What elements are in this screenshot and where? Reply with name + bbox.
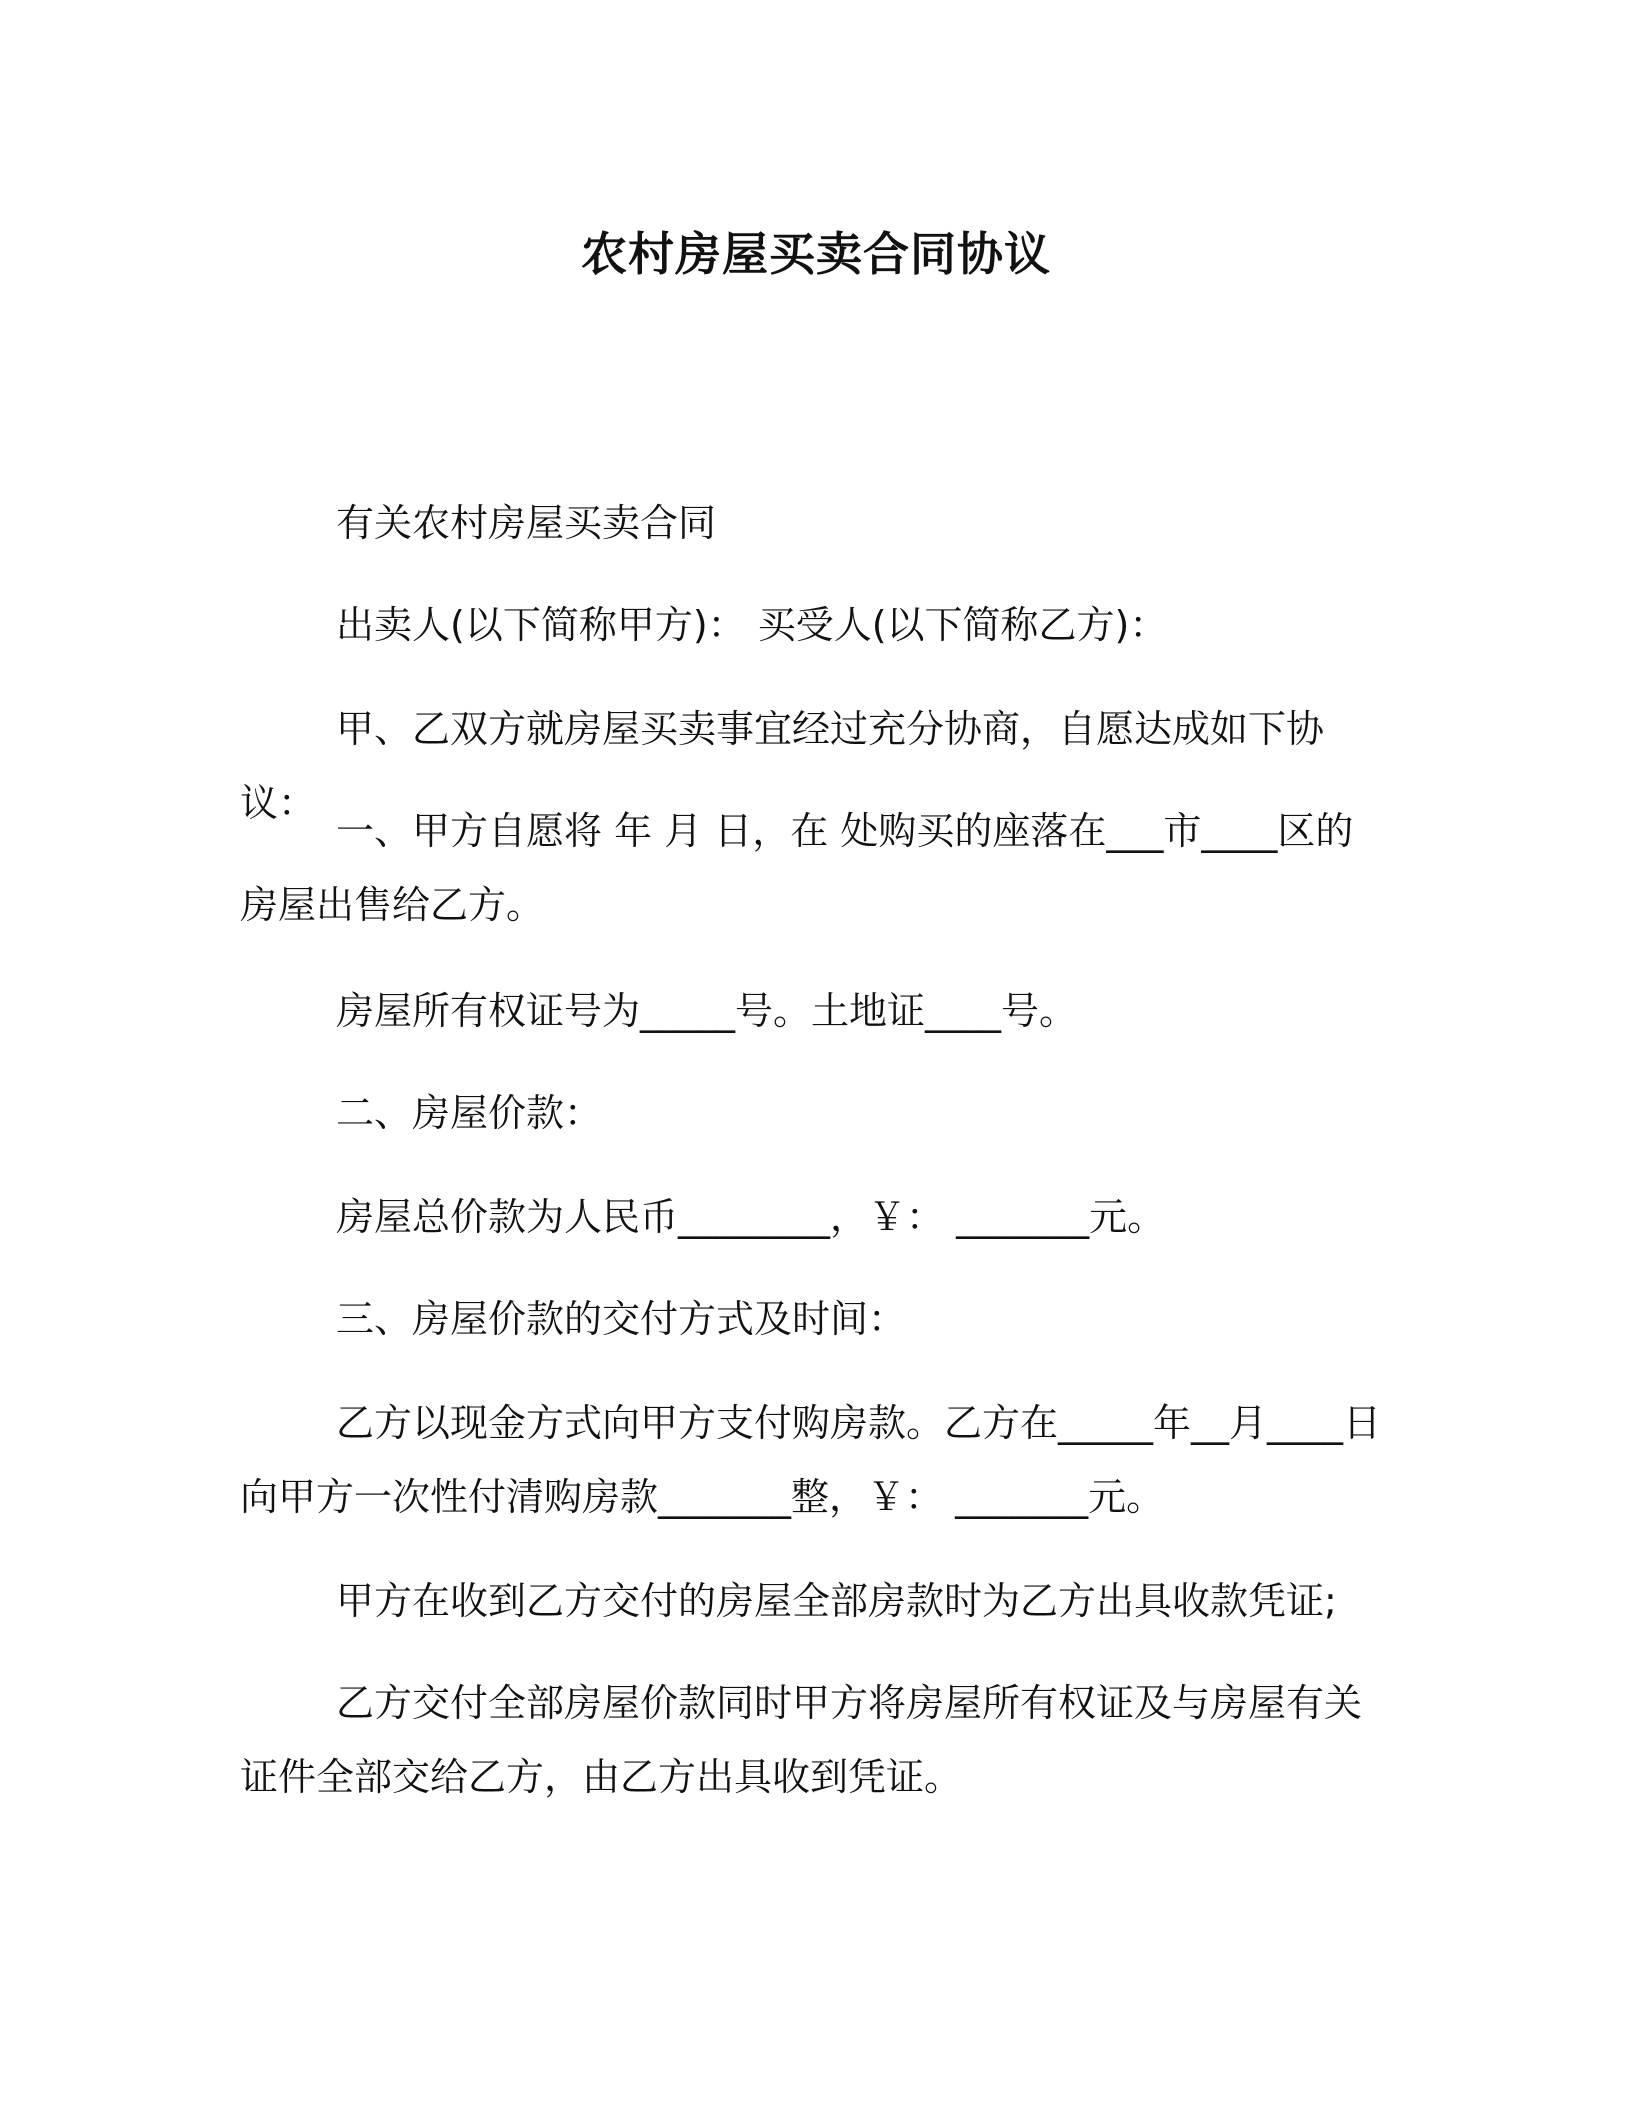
document-title: 农村房屋买卖合同协议: [581, 227, 1051, 281]
paragraph-heading: 有关农村房屋买卖合同: [336, 501, 717, 545]
paragraph-total-price: 房屋总价款为人民币________，￥： _______元。: [336, 1195, 1166, 1239]
paragraph-certificate: 房屋所有权证号为_____号。土地证____号。: [336, 989, 1078, 1033]
paragraph-agreement: 甲、乙双方就房屋买卖事宜经过充分协商，自愿达成如下协议：: [240, 707, 1325, 825]
paragraph-clause-3: 三、房屋价款的交付方式及时间：: [336, 1297, 907, 1341]
paragraph-handover: 乙方交付全部房屋价款同时甲方将房屋所有权证及与房屋有关证件全部交给乙方，由乙方出具收到凭证。: [240, 1681, 1363, 1799]
paragraph-clause-1: 一、甲方自愿将 年 月 日，在 处购买的座落在___市____区的房屋出售给乙方。: [240, 809, 1354, 927]
paragraph-receipt: 甲方在收到乙方交付的房屋全部房款时为乙方出具收款凭证;: [336, 1579, 1337, 1623]
paragraph-clause-2: 二、房屋价款：: [336, 1091, 603, 1135]
paragraph-parties: 出卖人(以下简称甲方)： 买受人(以下简称乙方)：: [336, 603, 1168, 647]
paragraph-payment: 乙方以现金方式向甲方支付购房款。乙方在_____年__月____日向甲方一次性付清购房款_______整，￥： _______元。: [240, 1401, 1382, 1519]
